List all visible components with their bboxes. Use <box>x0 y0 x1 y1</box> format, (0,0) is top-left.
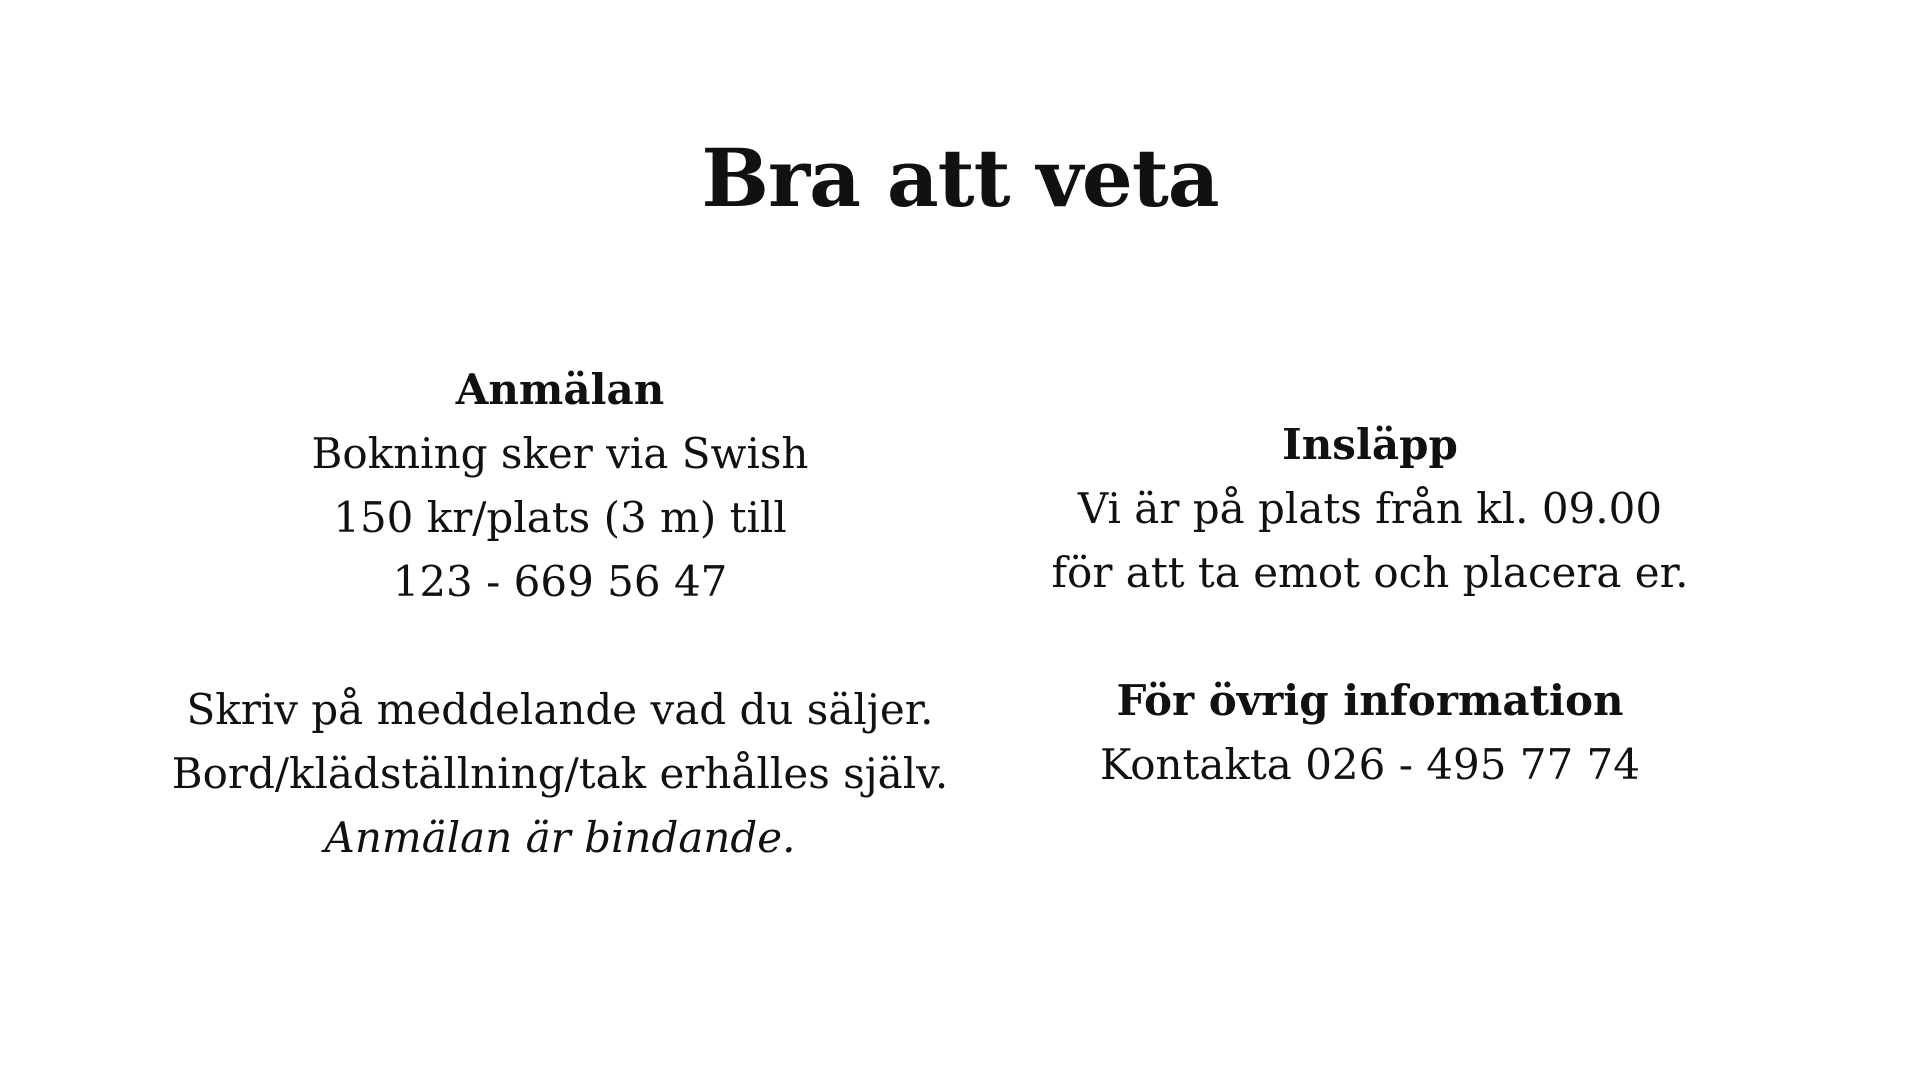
price-text: 150 kr/plats (3 m) till <box>333 493 787 542</box>
booking-method-text: Bokning sker via Swish <box>311 429 809 478</box>
spacer <box>870 605 1870 669</box>
entry-contact-section <box>870 413 1870 797</box>
page-title: Bra att veta <box>701 131 1219 225</box>
message-instruction-text: Skriv på meddelande vad du säljer. <box>186 685 934 734</box>
registration-heading: Anmälan <box>455 365 665 414</box>
entry-purpose-text: för att ta emot och placera er. <box>1051 548 1689 597</box>
equipment-text: Bord/klädställning/tak erhålles själv. <box>171 749 949 798</box>
swish-number-text: 123 - 669 56 47 <box>392 557 728 606</box>
binding-note-text: Anmälan är bindande. <box>324 813 796 862</box>
entry-heading: Insläpp <box>1282 420 1458 469</box>
contact-phone-text: Kontakta 026 - 495 77 74 <box>1099 740 1641 789</box>
entry-time-text: Vi är på plats från kl. 09.00 <box>1077 484 1663 533</box>
contact-heading: För övrig information <box>1116 676 1624 725</box>
